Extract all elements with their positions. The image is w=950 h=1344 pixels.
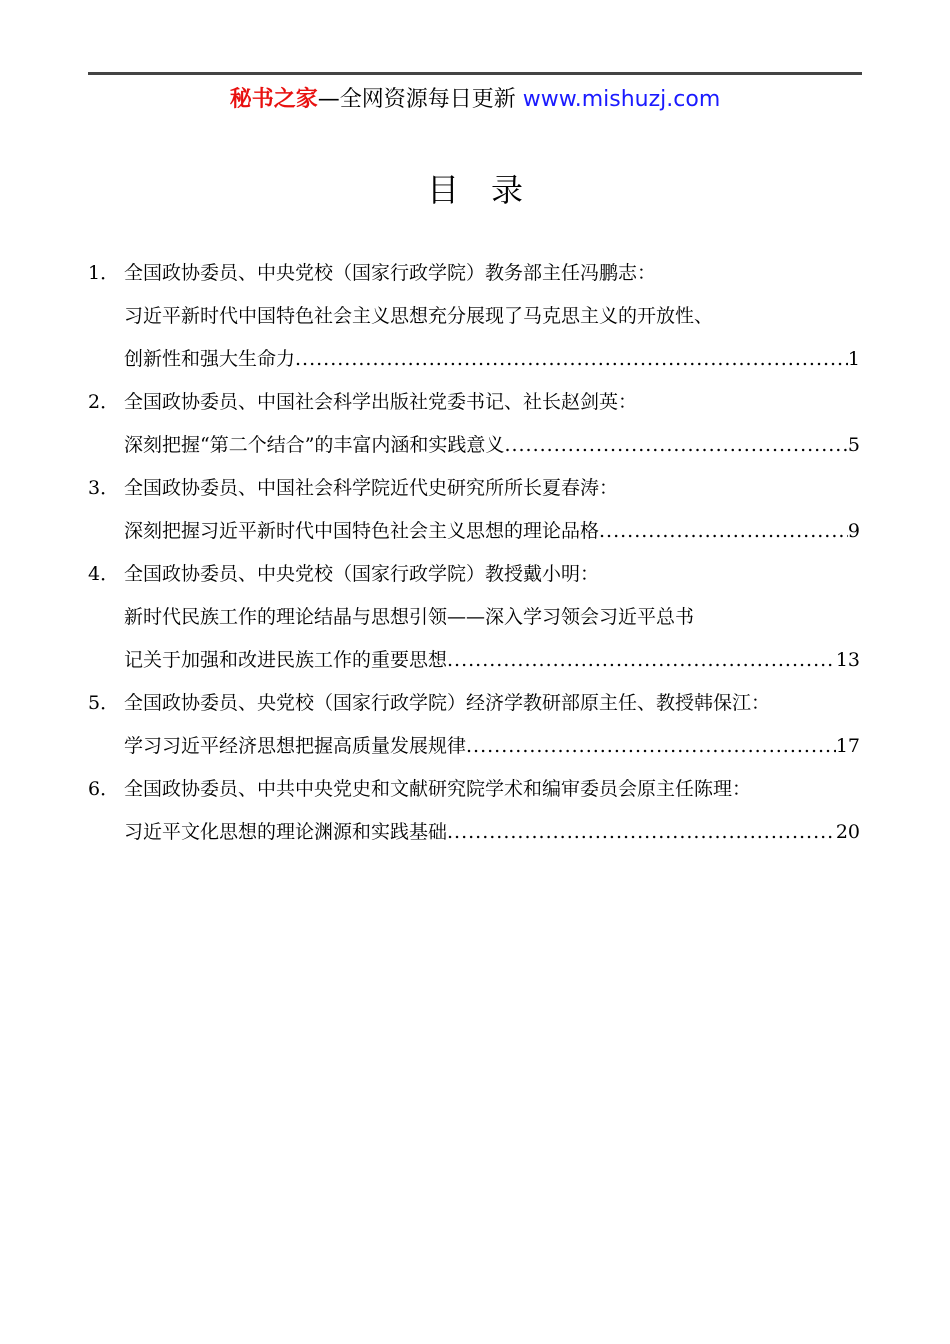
entry-title: 深刻把握习近平新时代中国特色社会主义思想的理论品格	[124, 520, 600, 542]
entry-author: 全国政协委员、中共中央党史和文献研究院学术和编审委员会原主任陈理：	[124, 778, 752, 800]
entry-author: 全国政协委员、央党校（国家行政学院）经济学教研部原主任、教授韩保江：	[124, 692, 771, 714]
entry-title-line	[88, 731, 860, 761]
toc-entry-6[interactable]	[88, 774, 860, 804]
entry-author: 全国政协委员、中央党校（国家行政学院）教务部主任冯鹏志：	[124, 262, 657, 284]
entry-number: 6．	[88, 778, 120, 800]
page-number: 5	[847, 434, 860, 456]
page-number: 13	[835, 649, 860, 671]
dot-leader	[466, 731, 836, 761]
dot-leader	[447, 645, 836, 675]
entry-title-line	[88, 430, 860, 460]
entry-title-line	[88, 602, 860, 632]
entry-title-line	[88, 645, 860, 675]
page-number: 9	[847, 520, 860, 542]
brand-name: 秘书之家	[229, 87, 318, 112]
entry-title-line	[88, 344, 860, 374]
entry-number: 2．	[88, 391, 120, 413]
entry-title: 习近平新时代中国特色社会主义思想充分展现了马克思主义的开放性、	[124, 305, 714, 327]
dot-leader	[295, 344, 848, 374]
dot-leader	[599, 516, 848, 546]
entry-title: 学习习近平经济思想把握高质量发展规律	[124, 735, 467, 757]
header-rule	[88, 72, 862, 75]
entry-title: 深刻把握“第二个结合”的丰富内涵和实践意义	[124, 434, 505, 456]
entry-title: 习近平文化思想的理论渊源和实践基础	[124, 821, 448, 843]
entry-number: 4．	[88, 563, 120, 585]
dot-leader	[504, 430, 847, 460]
entry-author: 全国政协委员、中国社会科学出版社党委书记、社长赵剑英：	[124, 391, 638, 413]
page-number: 20	[835, 821, 860, 843]
page-number: 1	[847, 348, 860, 370]
toc-entry-5[interactable]	[88, 688, 860, 718]
entry-title: 记关于加强和改进民族工作的重要思想	[124, 649, 448, 671]
entry-title-line	[88, 516, 860, 546]
toc-entry-2[interactable]	[88, 387, 860, 417]
page-number: 17	[835, 735, 860, 757]
entry-title: 新时代民族工作的理论结晶与思想引领——深入学习领会习近平总书	[124, 606, 695, 628]
site-url-link[interactable]: www.mishuzj.com	[522, 87, 721, 112]
entry-author: 全国政协委员、中国社会科学院近代史研究所所长夏春涛：	[124, 477, 619, 499]
entry-number: 3．	[88, 477, 120, 499]
header-tagline: —全网资源每日更新	[317, 87, 516, 112]
page-title: 目录	[426, 171, 555, 209]
entry-author: 全国政协委员、中央党校（国家行政学院）教授戴小明：	[124, 563, 600, 585]
toc-entry-3[interactable]	[88, 473, 860, 503]
entry-title-line	[88, 817, 860, 847]
entry-number: 5．	[88, 692, 120, 714]
entry-title: 创新性和强大生命力	[124, 348, 296, 370]
toc-entry-1[interactable]	[88, 258, 860, 288]
dot-leader	[447, 817, 836, 847]
entry-title-line	[88, 301, 860, 331]
toc-entry-4[interactable]	[88, 559, 860, 589]
site-header	[0, 82, 950, 113]
entry-number: 1．	[88, 262, 120, 284]
